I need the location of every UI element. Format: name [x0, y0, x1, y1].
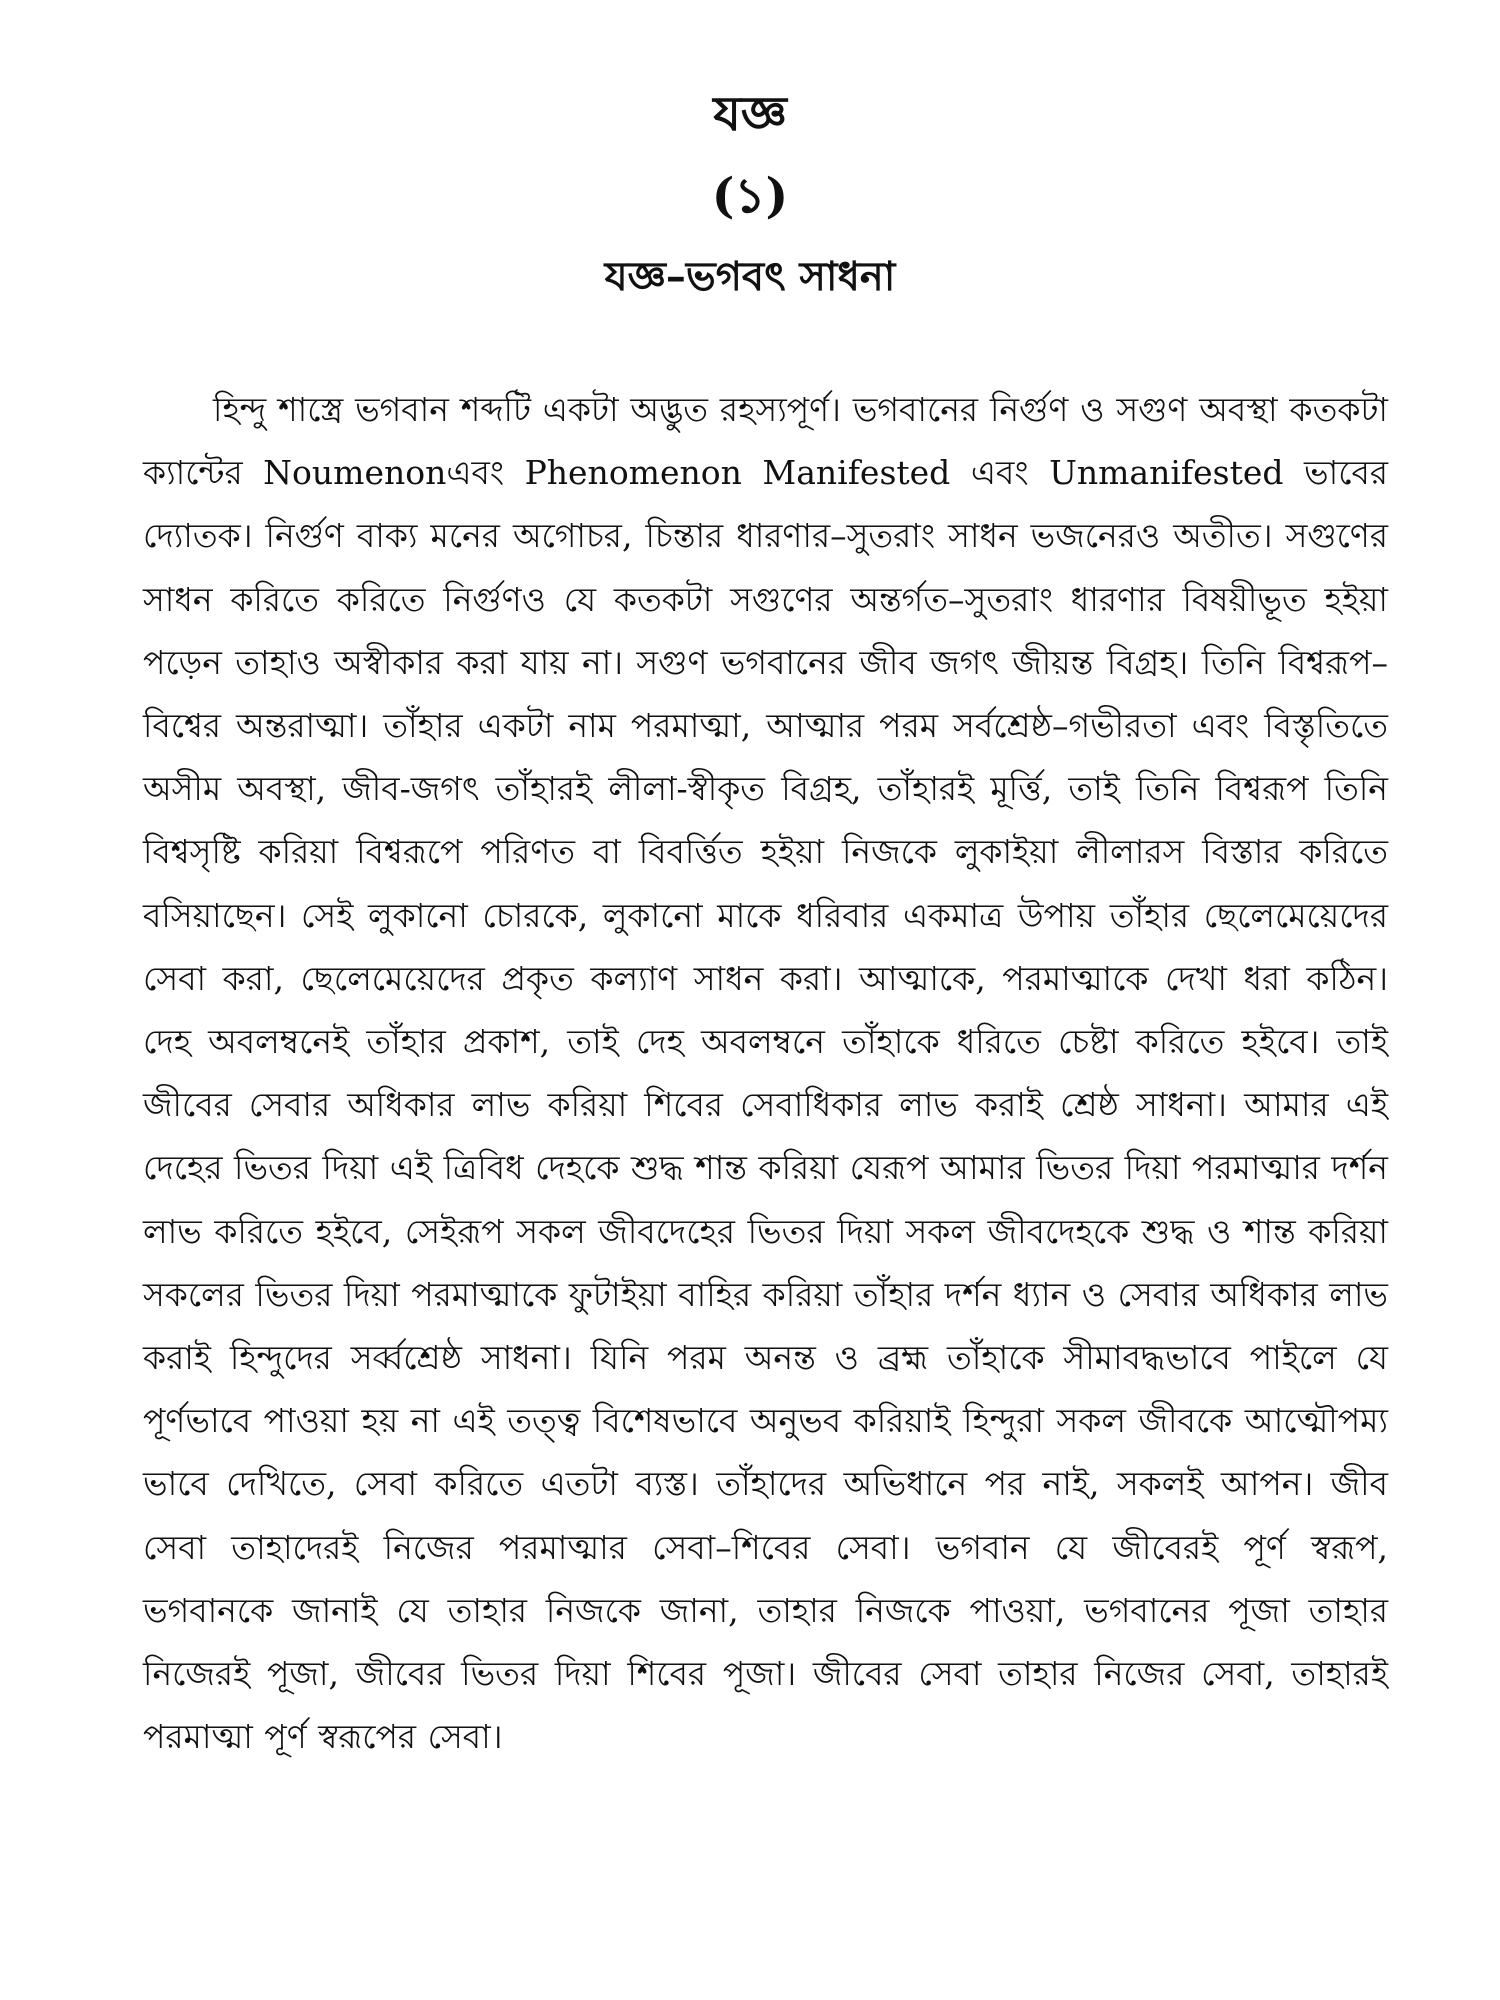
- body-paragraph: হিন্দু শাস্ত্রে ভগবান শব্দটি একটা অদ্ভুত রহস্যপূর্ণ। ভগবানের নির্গুণ ও সগুণ অবস্থা কতকটা ক্যান্টের Noumenonএবং Phenomenon Manifested এবং Unmanifested ভাবের দ্যোতক। নির্গুণ বাক্য মনের অগোচর, চিন্তার ধারণার–সুতরাং সাধন ভজনেরও অতীত। সগুণের সাধন করিতে করিতে নির্গুণও যে কতকটা সগুণের অন্তর্গত–সুতরাং ধারণার বিষয়ীভূত হইয়া পড়েন তাহাও অস্বীকার করা যায় না। সগুণ ভগবানের জীব জগৎ জীয়ন্ত বিগ্রহ। তিনি বিশ্বরূপ–বিশ্বের অন্তরাত্মা। তাঁহার একটা নাম পরমাত্মা, আত্মার পরম সর্বশ্রেষ্ঠ–গভীরতা এবং বিস্তৃতিতে অসীম অবস্থা, জীব-জগৎ তাঁহারই লীলা-স্বীকৃত বিগ্রহ, তাঁহারই মূর্ত্তি, তাই তিনি বিশ্বরূপ তিনি বিশ্বসৃষ্টি করিয়া বিশ্বরূপে পরিণত বা বিবর্ত্তিত হইয়া নিজকে লুকাইয়া লীলারস বিস্তার করিতে বসিয়াছেন। সেই লুকানো চোরকে, লুকানো মাকে ধরিবার একমাত্র উপায় তাঁহার ছেলেমেয়েদের সেবা করা, ছেলেমেয়েদের প্রকৃত কল্যাণ সাধন করা। আত্মাকে, পরমাত্মাকে দেখা ধরা কঠিন। দেহ অবলম্বনেই তাঁহার প্রকাশ, তাই দেহ অবলম্বনে তাঁহাকে ধরিতে চেষ্টা করিতে হইবে। তাই জীবের সেবার অধিকার লাভ করিয়া শিবের সেবাধিকার লাভ করাই শ্রেষ্ঠ সাধনা। আমার এই দেহের ভিতর দিয়া এই ত্রিবিধ দেহকে শুদ্ধ শান্ত করিয়া যেরূপ আমার ভিতর দিয়া পরমাত্মার দর্শন লাভ করিতে হইবে, সেইরূপ সকল জীবদেহের ভিতর দিয়া সকল জীবদেহকে শুদ্ধ ও শান্ত করিয়া সকলের ভিতর দিয়া পরমাত্মাকে ফুটাইয়া বাহির করিয়া তাঁহার দর্শন ধ্যান ও সেবার অধিকার লাভ করাই হিন্দুদের সর্ব্বশ্রেষ্ঠ সাধনা। যিনি পরম অনন্ত ও ব্রহ্ম তাঁহাকে সীমাবদ্ধভাবে পাইলে যে পূর্ণভাবে পাওয়া হয় না এই তত্ত্ব বিশেষভাবে অনুভব করিয়াই হিন্দুরা সকল জীবকে আত্মৌপম্য ভাবে দেখিতে, সেবা করিতে এতটা ব্যস্ত। তাঁহাদের অভিধানে পর নাই, সকলই আপন। জীব সেবা তাহাদেরই নিজের পরমাত্মার সেবা–শিবের সেবা। ভগবান যে জীবেরই পূর্ণ স্বরূপ, ভগবানকে জানাই যে তাহার নিজকে জানা, তাহার নিজকে পাওয়া, ভগবানের পূজা তাহার নিজেরই পূজা, জীবের ভিতর দিয়া শিবের পূজা। জীবের সেবা তাহার নিজের সেবা, তাহারই পরমাত্মা পূর্ণ স্বরূপের সেবা।: [143, 390, 1388, 1757]
- chapter-title: যজ্ঞ: [713, 86, 787, 142]
- section-number: (১): [711, 168, 789, 224]
- section-subtitle: যজ্ঞ–ভগবৎ সাধনা: [604, 253, 896, 300]
